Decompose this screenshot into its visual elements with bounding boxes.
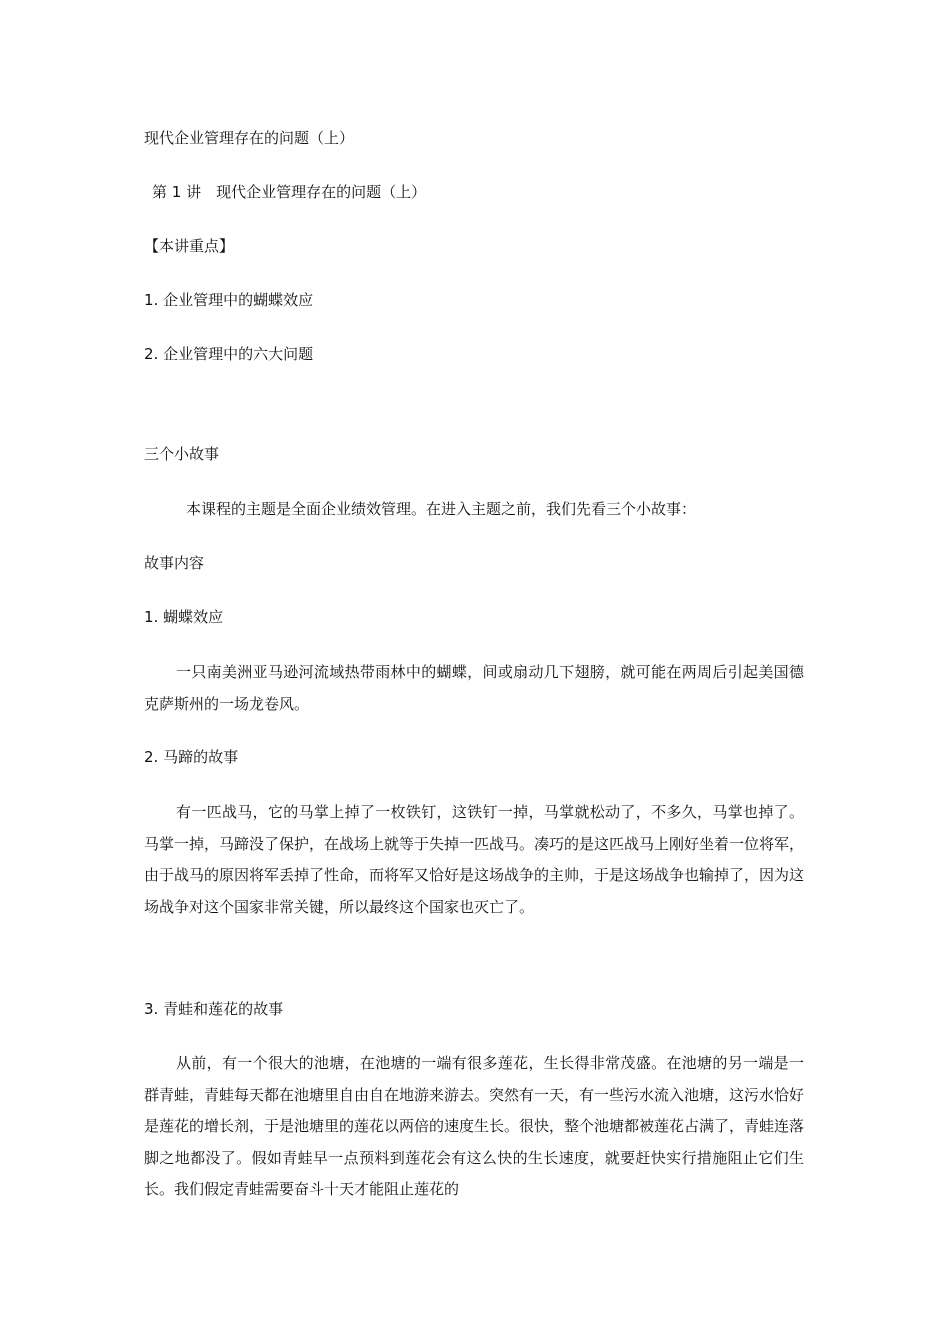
story-title: 1. 蝴蝶效应 [144,608,224,626]
section-heading: 三个小故事 [144,445,220,463]
lecture-title: 第 1 讲 现代企业管理存在的问题（上） [152,183,427,201]
story-paragraph: 一只南美洲亚马逊河流域热带雨林中的蝴蝶，间或扇动几下翅膀，就可能在两周后引起美国德克萨斯州的一场龙卷风。 [144,663,804,713]
story-title: 2. 马蹄的故事 [144,748,239,766]
intro-paragraph: 本课程的主题是全面企业绩效管理。在进入主题之前，我们先看三个小故事： [186,500,697,518]
key-point-item: 1. 企业管理中的蝴蝶效应 [144,291,314,309]
document-title: 现代企业管理存在的问题（上） [144,129,355,147]
content-heading: 故事内容 [144,554,205,572]
key-points-heading: 【本讲重点】 [144,237,235,255]
story-paragraph: 有一匹战马，它的马掌上掉了一枚铁钉，这铁钉一掉，马掌就松动了，不多久，马掌也掉了。马掌一掉，马蹄没了保护，在战场上就等于失掉一匹战马。凑巧的是这匹战马上刚好坐着一位将军，由于战马的原因将军丢掉了性命，而将军又恰好是这场战争的主帅，于是这场战争也输掉了，因为这场战争对这个国家非常关键，所以最终这个国家也灭亡了。 [144,803,805,916]
story-paragraph: 从前，有一个很大的池塘，在池塘的一端有很多莲花，生长得非常茂盛。在池塘的另一端是一群青蛙，青蛙每天都在池塘里自由自在地游来游去。突然有一天，有一些污水流入池塘，这污水恰好是莲花的增长剂，于是池塘里的莲花以两倍的速度生长。很快，整个池塘都被莲花占满了，青蛙连落脚之地都没了。假如青蛙早一点预料到莲花会有这么快的生长速度，就要赶快实行措施阻止它们生长。我们假定青蛙需要奋斗十天才能阻止莲花的 [144,1054,805,1198]
story-title: 3. 青蛙和莲花的故事 [144,1000,284,1018]
key-point-item: 2. 企业管理中的六大问题 [144,345,314,363]
